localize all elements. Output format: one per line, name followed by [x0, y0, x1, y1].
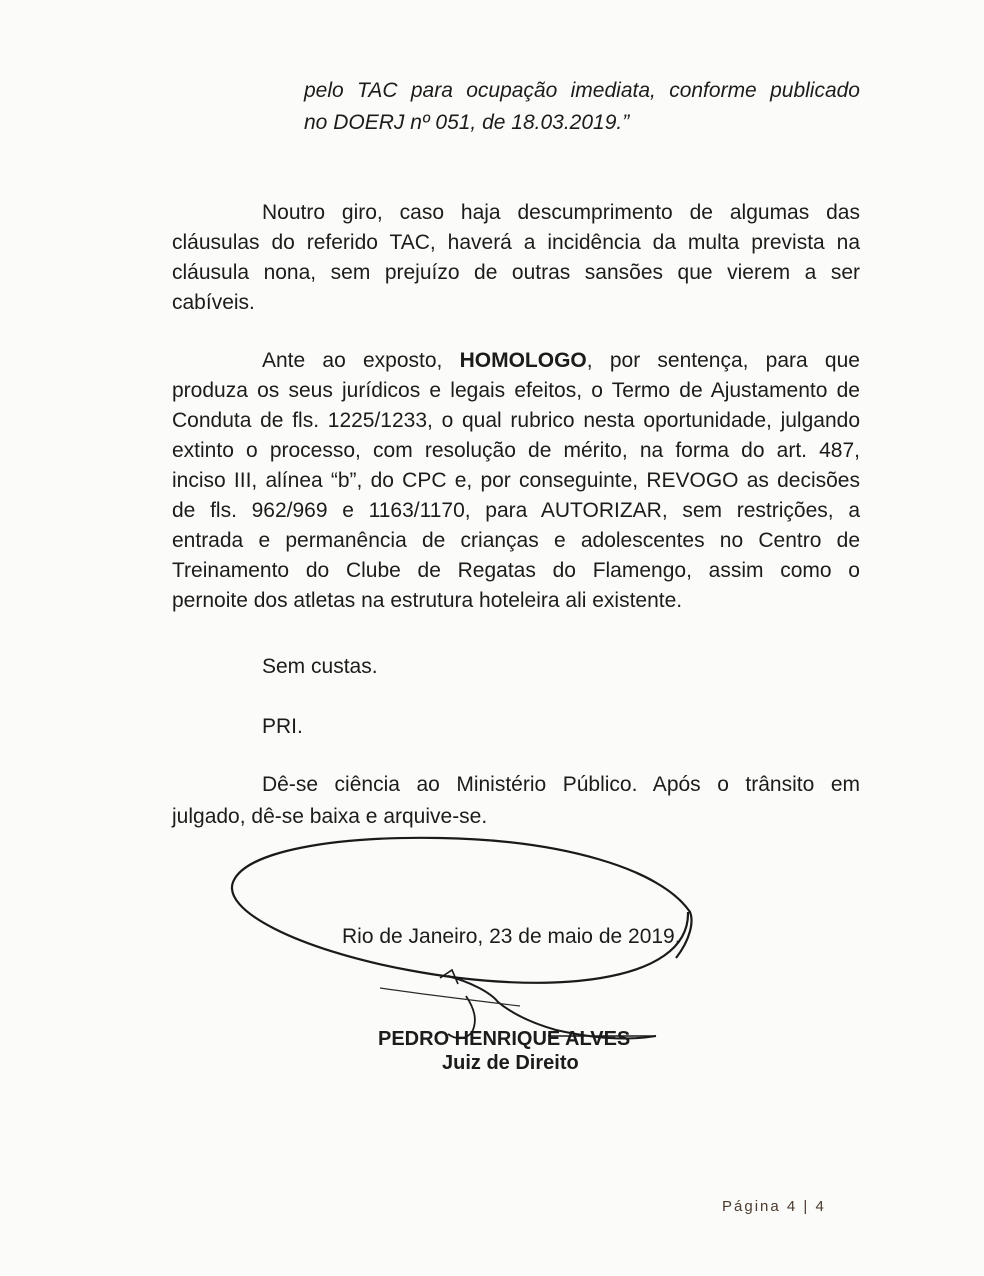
judge-name: PEDRO HENRIQUE ALVES	[378, 1028, 631, 1050]
para2-line-9: pernoite dos atletas na estrutura hoteleira ali existente.	[172, 589, 683, 612]
para2-line-1	[262, 346, 860, 376]
para2-line-4: extinto o processo, com resolução de mérito, na forma do art. 487,	[172, 439, 860, 462]
homologo-keyword: HOMOLOGO	[459, 349, 587, 372]
para2-line-6: de fls. 962/969 e 1163/1170, para AUTORIZAR, sem restrições, a	[172, 499, 860, 522]
para1-line-1: Noutro giro, caso haja descumprimento de algumas das	[262, 201, 860, 224]
ciencia-line-2: julgado, dê-se baixa e arquive-se.	[172, 805, 488, 828]
custas-text: Sem custas.	[262, 655, 378, 678]
page-total: 4	[815, 1198, 826, 1215]
para1-line-2: cláusulas do referido TAC, haverá a incidência da multa prevista na	[172, 231, 860, 254]
para2-line-5: inciso III, alínea “b”, do CPC e, por conseguinte, REVOGO as decisões	[172, 469, 860, 492]
para2-line-1-pre: Ante ao exposto,	[262, 349, 443, 372]
page-separator: |	[803, 1198, 810, 1215]
quote-line-2: no DOERJ nº 051, de 18.03.2019.”	[304, 111, 630, 134]
date-place: Rio de Janeiro, 23 de maio de 2019.	[342, 925, 681, 948]
ciencia-line-1: Dê-se ciência ao Ministério Público. Após o trânsito em	[262, 773, 860, 796]
para2-line-1-post: , por sentença, para que	[586, 349, 860, 372]
para2-line-2: produza os seus jurídicos e legais efeitos, o Termo de Ajustamento de	[172, 379, 860, 402]
judge-title: Juiz de Direito	[442, 1052, 579, 1074]
page-current: 4	[786, 1198, 798, 1215]
page-number	[722, 1198, 826, 1215]
para1-line-4: cabíveis.	[172, 291, 255, 314]
page-label: Página	[722, 1198, 781, 1215]
quote-line-1: pelo TAC para ocupação imediata, conforme publicado	[304, 79, 860, 102]
para1-line-3: cláusula nona, sem prejuízo de outras sansões que vierem a ser	[172, 261, 860, 284]
para2-line-8: Treinamento do Clube de Regatas do Flamengo, assim como o	[172, 559, 860, 582]
para2-line-3: Conduta de fls. 1225/1233, o qual rubrico nesta oportunidade, julgando	[172, 409, 860, 432]
pri-text: PRI.	[262, 715, 303, 738]
para2-line-7: entrada e permanência de crianças e adolescentes no Centro de	[172, 529, 860, 552]
